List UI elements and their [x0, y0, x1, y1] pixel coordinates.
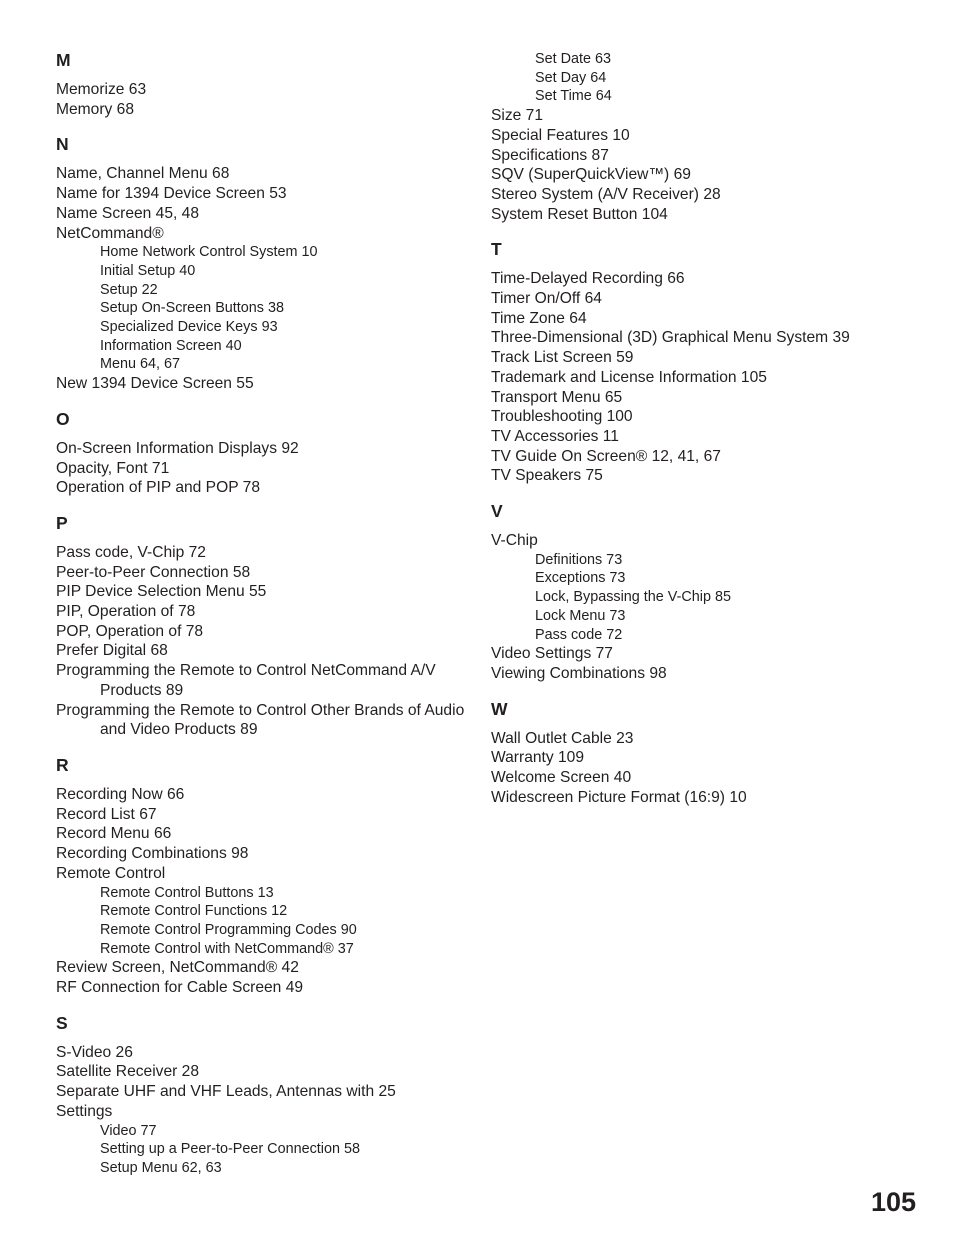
index-column-left	[56, 48, 476, 1191]
index-entry: Programming the Remote to Control NetCommand A/V Products 89	[56, 662, 436, 699]
index-subentry: Remote Control Programming Codes 90	[100, 921, 357, 938]
index-section	[56, 511, 476, 740]
index-entry: NetCommand®	[56, 224, 164, 242]
index-subentry: Specialized Device Keys 93	[100, 319, 278, 336]
index-entry: New 1394 Device Screen 55	[56, 375, 254, 393]
index-entry: TV Speakers 75	[491, 467, 603, 485]
index-entry: POP, Operation of 78	[56, 622, 204, 640]
index-entry: Video Settings 77	[491, 645, 613, 663]
index-subentry: Definitions 73	[535, 551, 623, 568]
index-subentry: Lock, Bypassing the V-Chip 85	[535, 589, 731, 606]
index-entry: System Reset Button 104	[491, 205, 668, 223]
index-entry: Review Screen, NetCommand® 42	[56, 959, 299, 977]
index-entry: Opacity, Font 71	[56, 459, 170, 477]
index-entry: Programming the Remote to Control Other Brands of Audio and Video Products 89	[56, 701, 465, 739]
index-section	[56, 48, 476, 119]
index-entry: Widescreen Picture Format (16:9) 10	[491, 788, 747, 806]
index-entry: Wall Outlet Cable 23	[491, 729, 634, 747]
section-letter: V	[491, 501, 503, 522]
index-entry: Transport Menu 65	[491, 388, 623, 406]
index-entry: Specifications 87	[491, 146, 609, 164]
section-letter: W	[491, 698, 508, 719]
index-section	[491, 237, 931, 486]
index-subentry: Lock Menu 73	[535, 607, 626, 624]
index-entry: Time-Delayed Recording 66	[491, 270, 685, 288]
index-entry: RF Connection for Cable Screen 49	[56, 979, 304, 997]
index-subentry: Video 77	[100, 1122, 157, 1139]
index-section	[491, 50, 931, 224]
index-subentry: Menu 64, 67	[100, 356, 181, 373]
index-entry: Recording Now 66	[56, 785, 185, 803]
index-section	[56, 407, 476, 498]
index-section	[56, 132, 476, 393]
section-letter: O	[56, 408, 70, 429]
index-subentry: Set Date 63	[535, 51, 612, 67]
index-entry: V-Chip	[491, 532, 538, 550]
index-subentry: Set Time 64	[535, 88, 612, 105]
index-entry: On-Screen Information Displays 92	[56, 439, 299, 457]
index-entry: TV Accessories 11	[491, 427, 619, 445]
page-number: 105	[870, 1187, 916, 1217]
index-subentry: Setup Menu 62, 63	[100, 1159, 222, 1176]
index-entry: Time Zone 64	[491, 309, 587, 327]
section-letter: T	[491, 239, 502, 260]
index-entry: Stereo System (A/V Receiver) 28	[491, 185, 721, 203]
index-entry: TV Guide On Screen® 12, 41, 67	[491, 447, 721, 465]
index-entry: PIP Device Selection Menu 55	[56, 583, 267, 601]
index-entry: Recording Combinations 98	[56, 845, 249, 863]
index-entry: Name for 1394 Device Screen 53	[56, 185, 287, 203]
index-entry: PIP, Operation of 78	[56, 603, 196, 621]
index-entry: Memorize 63	[56, 81, 147, 98]
index-entry: Separate UHF and VHF Leads, Antennas with 25	[56, 1083, 396, 1101]
index-entry: Name, Channel Menu 68	[56, 165, 230, 183]
index-entry: Warranty 109	[491, 749, 585, 767]
index-entry: Welcome Screen 40	[491, 769, 632, 787]
index-entry: S-Video 26	[56, 1043, 133, 1061]
index-subentry: Setting up a Peer-to-Peer Connection 58	[100, 1141, 360, 1158]
index-section	[56, 1011, 476, 1178]
index-entry: Pass code, V-Chip 72	[56, 543, 206, 561]
index-subentry: Remote Control Functions 12	[100, 903, 288, 920]
index-entry: SQV (SuperQuickView™) 69	[491, 166, 691, 184]
index-subentry: Setup 22	[100, 281, 158, 298]
index-entry: Trademark and License Information 105	[491, 368, 767, 386]
index-entry: Size 71	[491, 107, 544, 125]
index-entry: Three-Dimensional (3D) Graphical Menu System 39	[491, 329, 850, 347]
index-entry: Special Features 10	[491, 126, 630, 144]
index-subentry: Set Day 64	[535, 69, 607, 86]
section-letter: M	[56, 50, 71, 70]
index-subentry: Pass code 72	[535, 626, 623, 643]
index-entry: Timer On/Off 64	[491, 290, 602, 308]
index-entry: Remote Control	[56, 864, 166, 882]
index-subentry: Exceptions 73	[535, 570, 626, 587]
index-subentry: Information Screen 40	[100, 337, 242, 354]
index-column-right	[491, 50, 931, 821]
index-entry: Satellite Receiver 28	[56, 1063, 200, 1081]
index-subentry: Home Network Control System 10	[100, 244, 318, 261]
section-letter: S	[56, 1012, 68, 1033]
index-entry: Troubleshooting 100	[491, 408, 633, 426]
index-entry: Settings	[56, 1102, 113, 1120]
index-subentry: Remote Control Buttons 13	[100, 884, 274, 901]
index-entry: Peer-to-Peer Connection 58	[56, 563, 251, 581]
index-entry: Record Menu 66	[56, 825, 172, 843]
section-letter: P	[56, 512, 68, 533]
index-section	[56, 753, 476, 998]
index-subentry: Remote Control with NetCommand® 37	[100, 940, 354, 957]
index-subentry: Initial Setup 40	[100, 262, 196, 279]
index-entry: Viewing Combinations 98	[491, 664, 667, 682]
index-entry: Track List Screen 59	[491, 349, 634, 367]
index-subentry: Setup On-Screen Buttons 38	[100, 300, 284, 317]
index-section	[491, 697, 931, 808]
index-section	[491, 499, 931, 684]
index-entry: Prefer Digital 68	[56, 642, 168, 660]
index-entry: Record List 67	[56, 805, 157, 823]
section-letter: R	[56, 754, 69, 775]
index-entry: Name Screen 45, 48	[56, 204, 200, 222]
index-entry: Operation of PIP and POP 78	[56, 479, 261, 497]
section-letter: N	[56, 134, 69, 155]
index-entry: Memory 68	[56, 100, 134, 118]
